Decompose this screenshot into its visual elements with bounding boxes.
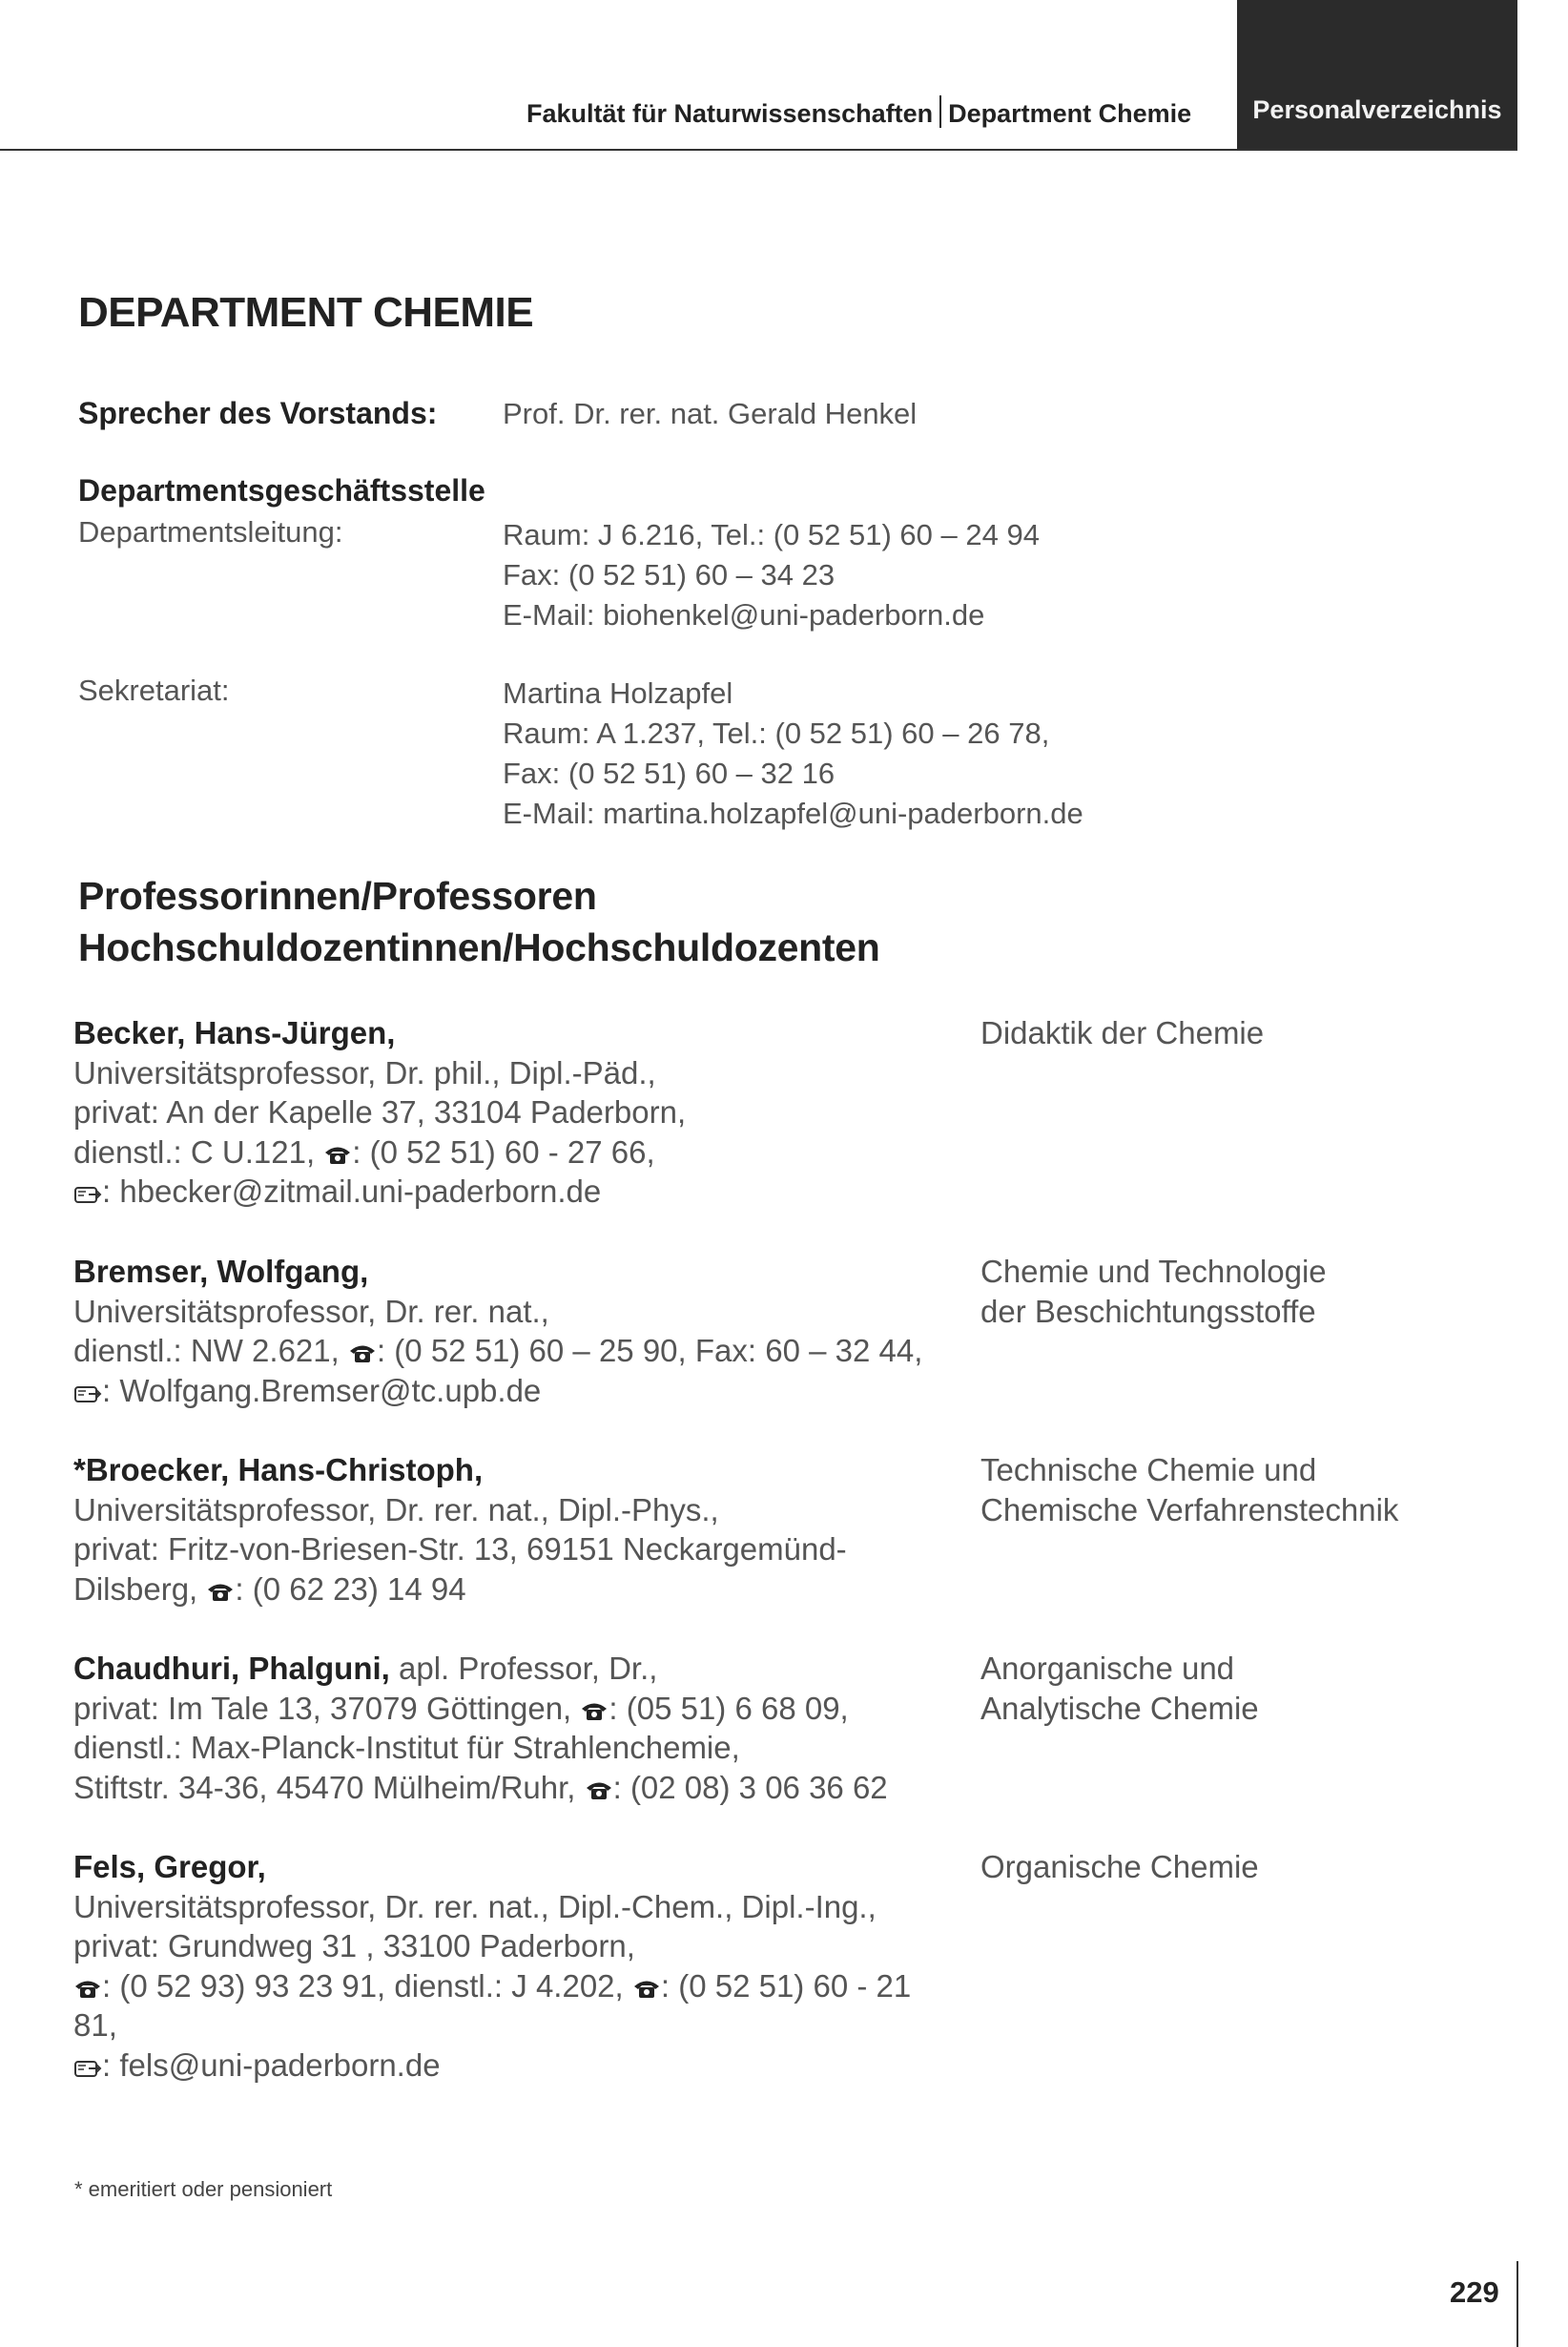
person-area	[980, 1450, 1515, 1529]
email-icon	[73, 1174, 102, 1195]
leadership-label: Departmentsleitung:	[78, 515, 343, 549]
area-line: Organische Chemie	[980, 1849, 1259, 1884]
person-office-address	[73, 1768, 932, 1808]
area-line: Didaktik der Chemie	[980, 1015, 1265, 1050]
person-email-line	[73, 1371, 932, 1411]
header-rule	[0, 149, 1517, 151]
person-email-line	[73, 1172, 932, 1212]
office-phone: : (0 52 51) 60 – 25 90, Fax: 60 – 32 44,	[376, 1333, 923, 1368]
footnote: * emeritiert oder pensioniert	[74, 2177, 333, 2201]
section-heading-line-2: Hochschuldozentinnen/Hochschuldozenten	[78, 925, 880, 969]
secretariat-details	[503, 674, 1083, 834]
person-area	[980, 1252, 1515, 1331]
person-office	[73, 1331, 932, 1371]
person-name: Chaudhuri, Phalguni,	[73, 1651, 390, 1686]
page-number: 229	[1450, 2275, 1499, 2309]
person-area	[980, 1013, 1515, 1053]
email-link[interactable]: : fels@uni-paderborn.de	[102, 2046, 441, 2083]
board-value: Prof. Dr. rer. nat. Gerald Henkel	[503, 397, 918, 430]
person-name: Fels, Gregor,	[73, 1849, 266, 1884]
person-name: Becker, Hans-Jürgen,	[73, 1015, 396, 1050]
leadership-fax: Fax: (0 52 51) 60 – 34 23	[503, 558, 836, 592]
person-title-inline: apl. Professor, Dr.,	[389, 1651, 658, 1686]
person-office	[73, 1132, 932, 1173]
office-room: dienstl.: NW 2.621,	[73, 1333, 348, 1368]
person-name: *Broecker, Hans-Christoph,	[73, 1452, 484, 1487]
office-heading: Departmentsgeschäftsstelle	[78, 473, 485, 508]
address-cont: Dilsberg,	[73, 1570, 207, 1607]
person-private-address	[73, 1689, 932, 1729]
private-phone: : (0 62 23) 14 94	[235, 1570, 466, 1607]
email-link[interactable]: : hbecker@zitmail.uni-paderborn.de	[102, 1174, 602, 1209]
person-title: Universitätsprofessor, Dr. rer. nat., Dipl.-Chem., Dipl.-Ing.,	[73, 1888, 877, 1924]
page-title: DEPARTMENT CHEMIE	[78, 289, 534, 336]
phone-icon	[580, 1691, 609, 1712]
header-department: Department Chemie	[948, 99, 1192, 128]
office-phone: : (0 52 51) 60 - 27 66,	[352, 1133, 655, 1170]
secretariat-label: Sekretariat:	[78, 674, 230, 707]
person-title: Universitätsprofessor, Dr. rer. nat.,	[73, 1293, 549, 1329]
section-tab	[1237, 0, 1517, 150]
person-private-address: privat: Fritz-von-Briesen-Str. 13, 69151 Neckargemünd-	[73, 1531, 847, 1567]
leadership-room: Raum: J 6.216, Tel.: (0 52 51) 60 – 24 94	[503, 518, 1040, 551]
running-header	[526, 95, 1191, 129]
person-title: Universitätsprofessor, Dr. rer. nat., Dipl.-Phys.,	[73, 1491, 719, 1527]
section-tab-label: Personalverzeichnis	[1252, 95, 1502, 124]
board-label: Sprecher des Vorstands:	[78, 396, 438, 430]
header-faculty: Fakultät für Naturwissenschaften	[526, 99, 934, 128]
phone-icon	[632, 1968, 661, 1989]
person-entry	[73, 1649, 932, 1807]
area-line: der Beschichtungsstoffe	[980, 1293, 1316, 1329]
phone-icon	[323, 1134, 352, 1155]
area-line: Analytische Chemie	[980, 1690, 1259, 1726]
leadership-details	[503, 515, 1040, 635]
person-entry	[73, 1450, 932, 1609]
secretariat-room: Raum: A 1.237, Tel.: (0 52 51) 60 – 26 78,	[503, 717, 1050, 750]
office-phone: : (02 08) 3 06 36 62	[612, 1769, 888, 1805]
secretariat-email: E-Mail: martina.holzapfel@uni-paderborn.de	[503, 797, 1083, 830]
person-entry	[73, 1252, 932, 1410]
person-private-address: privat: Grundweg 31 , 33100 Paderborn,	[73, 1928, 635, 1963]
person-name: Bremser, Wolfgang,	[73, 1254, 369, 1289]
person-phone-line	[73, 1569, 932, 1610]
header-separator	[939, 95, 941, 128]
person-area	[980, 1847, 1515, 1887]
email-link[interactable]: : Wolfgang.Bremser@tc.upb.de	[102, 1372, 542, 1408]
phone-icon	[585, 1770, 613, 1791]
area-line: Chemie und Technologie	[980, 1254, 1327, 1289]
phone-icon	[73, 1968, 102, 1989]
secretariat-fax: Fax: (0 52 51) 60 – 32 16	[503, 757, 836, 790]
phone-icon	[348, 1333, 377, 1354]
private-phone: : (0 52 93) 93 23 91, dienstl.: J 4.202,	[102, 1967, 632, 2004]
office-phone: : (0 52 51) 60 - 21 81,	[73, 1967, 912, 2043]
person-email-line	[73, 2046, 932, 2086]
leadership-email: E-Mail: biohenkel@uni-paderborn.de	[503, 598, 985, 632]
section-heading-line-1: Professorinnen/Professoren	[78, 874, 597, 918]
section-heading	[78, 870, 880, 973]
office-room: dienstl.: C U.121,	[73, 1133, 324, 1170]
area-line: Chemische Verfahrenstechnik	[980, 1491, 1399, 1527]
private-address: privat: Im Tale 13, 37079 Göttingen,	[73, 1690, 581, 1726]
page-number-rule	[1516, 2261, 1518, 2347]
person-phone-line	[73, 1966, 932, 2046]
person-office: dienstl.: Max-Planck-Institut für Strahlenchemie,	[73, 1730, 740, 1765]
person-private-address: privat: An der Kapelle 37, 33104 Paderborn,	[73, 1094, 687, 1130]
secretariat-name: Martina Holzapfel	[503, 676, 733, 710]
area-line: Anorganische und	[980, 1651, 1235, 1686]
email-icon	[73, 1374, 102, 1395]
private-phone: : (05 51) 6 68 09,	[609, 1690, 849, 1726]
person-title: Universitätsprofessor, Dr. phil., Dipl.-Päd.,	[73, 1054, 656, 1090]
area-line: Technische Chemie und	[980, 1452, 1317, 1487]
phone-icon	[206, 1571, 235, 1592]
person-area	[980, 1649, 1515, 1728]
office-address: Stiftstr. 34-36, 45470 Mülheim/Ruhr,	[73, 1769, 585, 1805]
person-entry	[73, 1013, 932, 1212]
person-entry	[73, 1847, 932, 2085]
email-icon	[73, 2048, 102, 2069]
